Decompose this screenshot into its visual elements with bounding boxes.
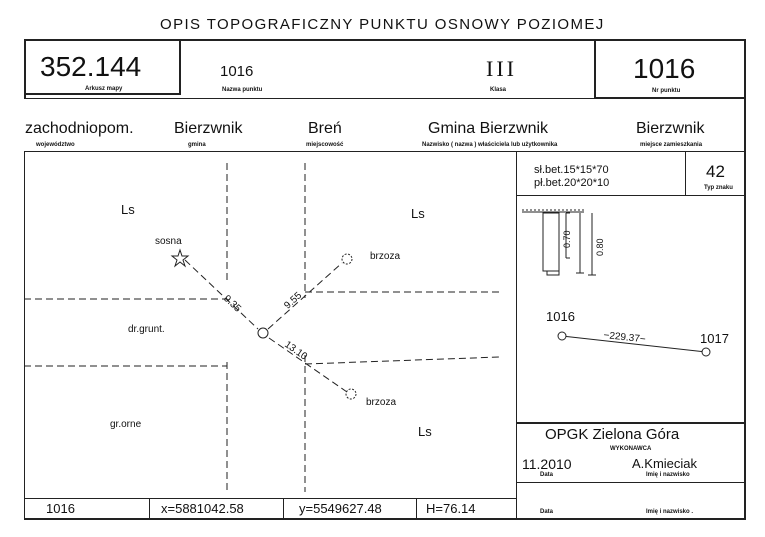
execution-date: 11.2010 [522, 456, 572, 472]
road-edge-line [305, 357, 500, 364]
forest-label: Ls [418, 424, 432, 439]
field-label: gr.orne [110, 419, 142, 430]
point-1016-circle [558, 332, 566, 340]
forest-label: Ls [121, 202, 135, 217]
marker-cross-section [522, 210, 596, 275]
birch-label: brzoza [366, 397, 397, 408]
point-name-label: Nazwa punktu [222, 87, 263, 93]
marker-type-code: 42 [706, 162, 725, 181]
pine-icon [172, 250, 188, 266]
pine-label: sosna [155, 236, 182, 247]
birch-icon [346, 389, 356, 399]
distance-to-birch-top: 9.55 [282, 290, 305, 312]
surveyor: A.Kmieciak [632, 456, 698, 471]
verification-surveyor-label: Imię i nazwisko . [646, 509, 694, 515]
ray-to-pine [185, 260, 258, 329]
class-label: Klasa [490, 87, 507, 93]
class-value: III [486, 56, 517, 81]
coords-x: x=5881042.58 [161, 501, 244, 516]
residence-label: miejsce zamieszkania [640, 142, 703, 148]
marker-dim-upper: 0.70 [562, 230, 572, 248]
control-point-circle [258, 328, 268, 338]
marker-dim-lower: 0.80 [595, 238, 605, 256]
execution-date-label: Data [540, 472, 554, 478]
point-number: 1016 [633, 53, 696, 84]
marker-type-label: Typ znaku [704, 185, 733, 191]
sheet-number: 352.144 [40, 51, 142, 82]
coords-h: H=76.14 [426, 501, 476, 516]
marker-line-1: sł.bet.15*15*70 [534, 164, 609, 176]
connection-distance: −229.37− [602, 330, 647, 346]
verification-date-label: Data [540, 509, 554, 515]
forest-label: Ls [411, 206, 425, 221]
locality-label: miejscowość [306, 142, 344, 148]
birch-label: brzoza [370, 251, 401, 262]
owner: Gmina Bierzwnik [428, 120, 549, 137]
owner-label: Nazwisko ( nazwa ) właściciela lub użytkownika [422, 142, 558, 148]
birch-icon [342, 254, 352, 264]
coords-point: 1016 [46, 501, 75, 516]
sheet-number-label: Arkusz mapy [85, 86, 123, 92]
page-title: OPIS TOPOGRAFICZNY PUNKTU OSNOWY POZIOMEJ [160, 16, 605, 33]
voivodeship: zachodniopom. [25, 120, 134, 137]
point-name: 1016 [220, 63, 254, 80]
locality: Breń [308, 120, 342, 137]
voivodeship-label: województwo [36, 142, 75, 148]
from-point-label: 1016 [546, 309, 575, 324]
residence: Bierzwnik [636, 120, 705, 137]
surveyor-label: Imię i nazwisko [646, 472, 690, 478]
commune: Bierzwnik [174, 120, 243, 137]
company-label: WYKONAWCA [610, 446, 652, 452]
to-point-label: 1017 [700, 331, 729, 346]
ray-to-birch-top [268, 263, 342, 329]
marker-line-2: pł.bet.20*20*10 [534, 177, 610, 189]
road-label: dr.grunt. [128, 324, 165, 335]
distance-to-birch-bottom: 13.10 [282, 339, 310, 363]
distance-to-pine: 9.35 [221, 293, 243, 315]
commune-label: gmina [188, 142, 206, 148]
ray-to-birch-bottom [269, 338, 347, 392]
point-1017-circle [702, 348, 710, 356]
point-number-label: Nr punktu [652, 88, 681, 94]
connection-distance-value: 229.37 [608, 330, 641, 345]
coords-y: y=5549627.48 [299, 501, 382, 516]
company: OPGK Zielona Góra [545, 426, 680, 443]
